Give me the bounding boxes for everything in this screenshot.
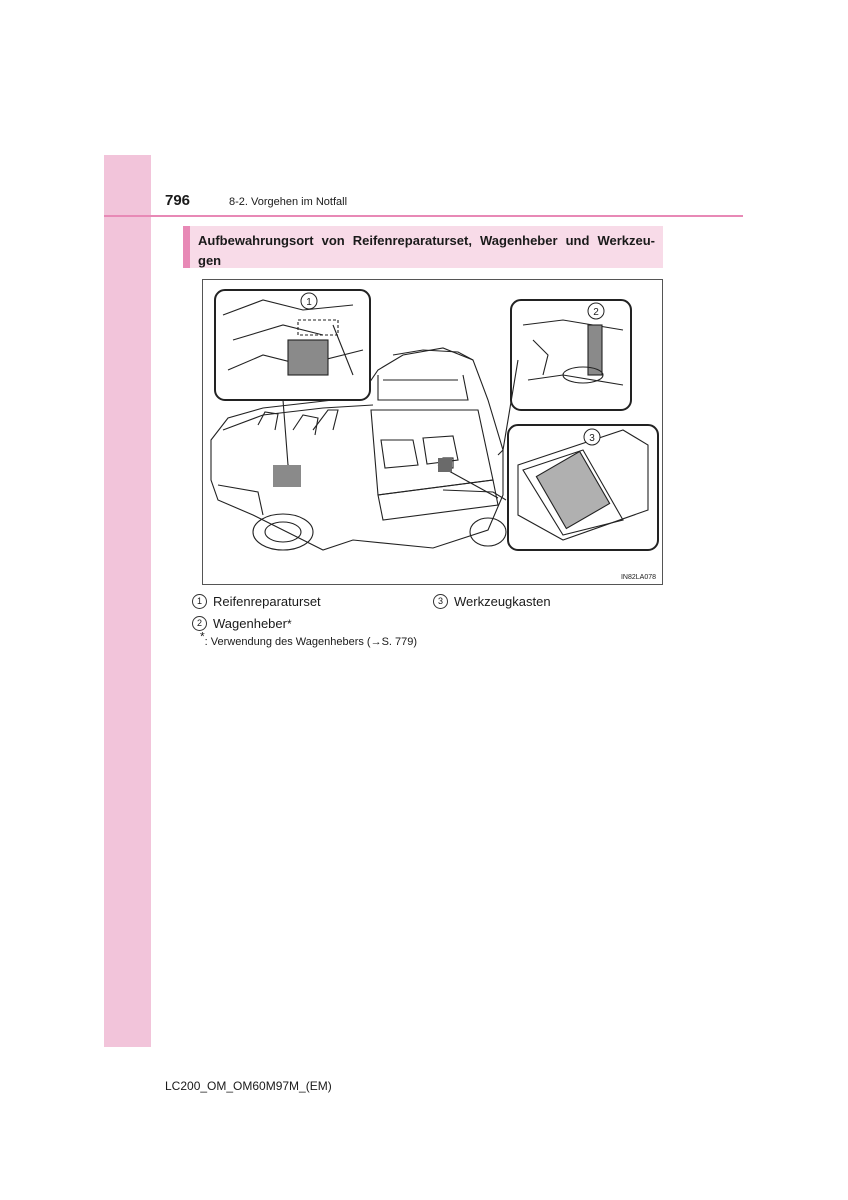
callout-1: 1: [306, 297, 312, 308]
chapter-side-tab: [104, 155, 151, 1047]
legend-item-jack: 2 Wagenheber *: [192, 616, 292, 631]
legend-label: Wagenheber: [213, 616, 287, 631]
legend-number: 1: [192, 594, 207, 609]
figure-code: IN82LA078: [620, 574, 656, 581]
page-number: 796: [165, 192, 191, 209]
footnote: [200, 629, 418, 648]
heading-text: Aufbewahrungsort von Reifenreparaturset, Wagenheber und Werkzeu-gen: [198, 233, 655, 268]
legend-label: Werkzeugkasten: [454, 594, 551, 609]
section-title: 8-2. Vorgehen im Notfall: [229, 196, 348, 208]
callout-3: 3: [589, 433, 595, 444]
heading-box: [183, 226, 663, 268]
legend-label: Reifenreparaturset: [213, 594, 321, 609]
footnote-text: : Verwendung des Wagenhebers (→S. 779): [204, 636, 418, 648]
callout-2: 2: [593, 307, 599, 318]
legend-number: 2: [192, 616, 207, 631]
vehicle-drawing: [203, 280, 664, 586]
legend-item-repair-kit: [192, 594, 321, 609]
legend-item-toolbox: [433, 594, 551, 609]
footnote-star: *: [200, 629, 205, 644]
legend-number: 3: [433, 594, 448, 609]
vehicle-illustration: [202, 279, 663, 585]
document-footer: LC200_OM_OM60M97M_(EM): [165, 1079, 332, 1093]
header-rule: [104, 215, 743, 217]
